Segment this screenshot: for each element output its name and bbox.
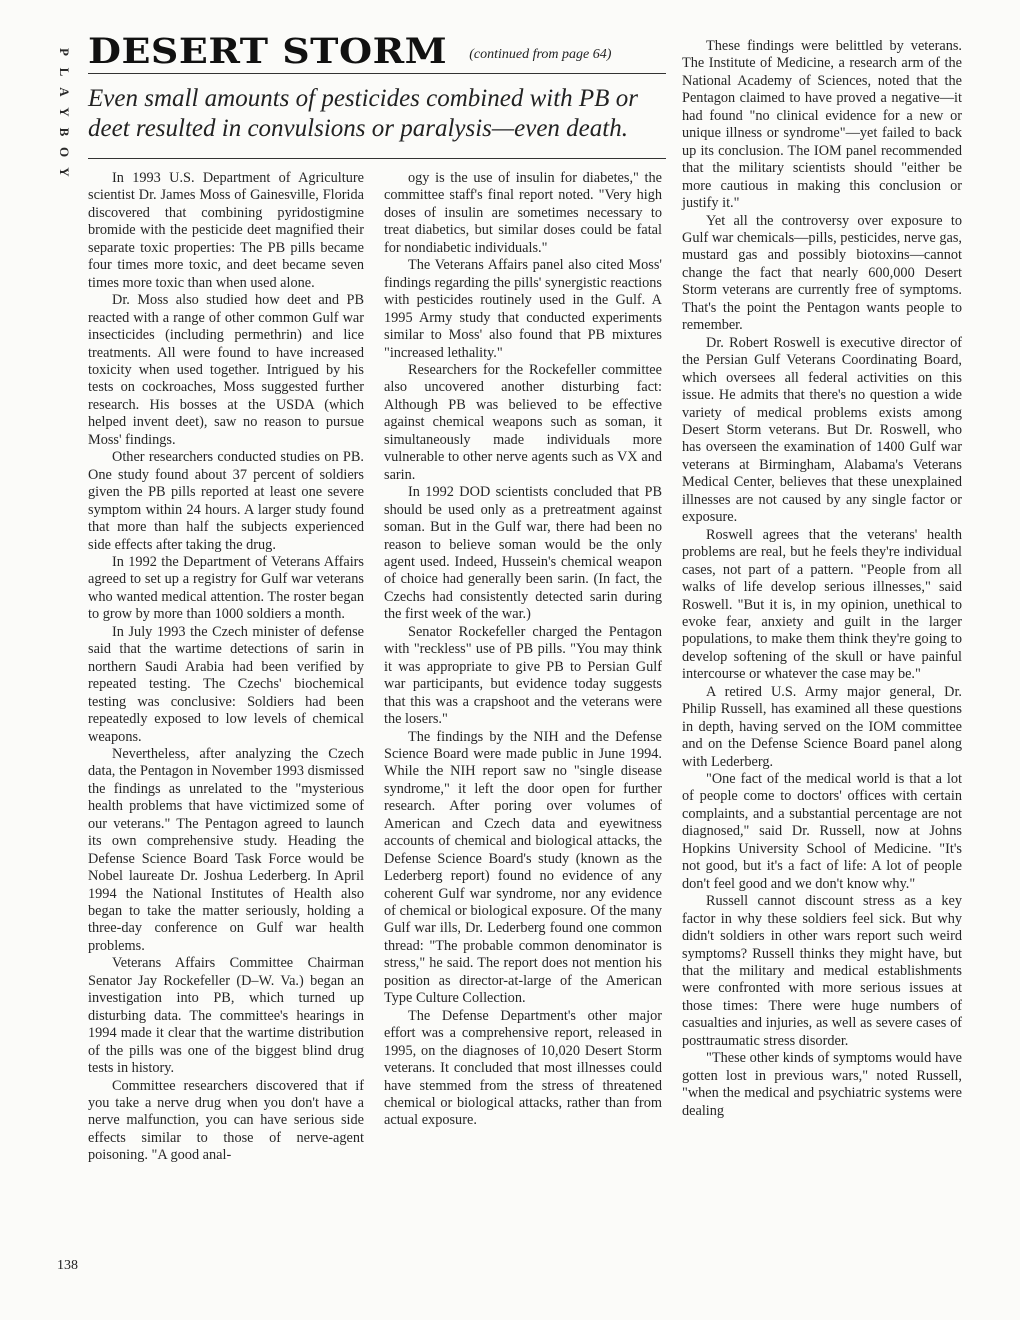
article-deck: Even small amounts of pesticides combined with PB or deet resulted in convulsions or paralysis—even death. xyxy=(88,85,638,142)
article-paragraph: Committee researchers discovered that if you take a nerve drug when you don't have a nerve malfunction, you can have serious side effects similar to those of nerve-agent poisoning. "A good anal- xyxy=(88,1077,364,1164)
running-head-letter: A xyxy=(57,87,72,97)
article-paragraph: Russell cannot discount stress as a key factor in why these soldiers feel sick. But why didn't soldiers in other wars report such weird symptoms? Russell thinks they might have, but that the military and medical establishments were confronted with more serious issues at those times: There were huge numbers of casualties and injuries, as well as severe cases of posttraumatic stress disorder. xyxy=(682,893,962,1049)
article-paragraph: In 1993 U.S. Department of Agriculture scientist Dr. James Moss of Gainesville, Florida discovered that combining pyridostigmine bromide with the pesticide deet magnified their separate toxic properties: The PB pills became four times more toxic, and deet became seven times more toxic than when used alone. xyxy=(88,170,364,291)
column-1 xyxy=(88,170,364,1165)
article-paragraph: In 1992 the Department of Veterans Affairs agreed to set up a registry for Gulf war veterans who wanted medical attention. The roster began to grow by more than 1000 soldiers a month. xyxy=(88,553,364,623)
headline xyxy=(88,30,668,75)
article-paragraph: Roswell agrees that the veterans' health problems are real, but he feels they're individual cases, not part of a pattern. "People from all walks of life develop serious illnesses," said Roswell. "But it is, in my opinion, unethical to evoke fear, anxiety and guilt in the larger populations, to make them think they're going to develop softening of the skull or have painful intercourse or whatever the case may be." xyxy=(682,526,962,683)
article-paragraph: These findings were belittled by veterans. The Institute of Medicine, a research arm of the National Academy of Sciences, noted that the Pentagon claimed to have proved a negative—it had found "no clinical evidence for a new or unique illness or syndrome"—yet failed to back up its conclusion. The IOM panel recommended that the military scientists should "either be more cautious in making this conclusion or justify it." xyxy=(682,38,962,212)
column-3 xyxy=(682,38,962,1120)
article-paragraph: Nevertheless, after analyzing the Czech data, the Pentagon in November 1993 dismissed the findings as unrelated to the "mysterious health problems that have victimized some of our veterans." The Pentagon agreed to launch its own comprehensive study. Heading the Defense Science Board Task Force would be Nobel laureate Dr. Joshua Lederberg. In April 1994 the National Institutes of Health also began to take the matter seriously, holding a three-day conference on Gulf war health problems. xyxy=(88,745,364,954)
running-head-letter: P xyxy=(57,48,72,56)
article-paragraph: "These other kinds of symptoms would have gotten lost in previous wars," noted Russell, "when the medical and psychiatric systems were dealing xyxy=(682,1050,962,1119)
article-paragraph: Dr. Robert Roswell is executive director of the Persian Gulf Veterans Coordinating Board, which oversees all federal activities on this issue. He admits that there's no question a wide variety of medical problems exists among Desert Storm veterans. But Dr. Roswell, who has overseen the examination of 1400 Gulf war veterans at Birmingham, Alabama's Veterans Medical Center, believes that these unexplained illnesses are not caused by any single factor or exposure. xyxy=(682,334,962,526)
running-head-letter: O xyxy=(57,146,72,158)
running-head xyxy=(52,42,70,182)
continued-note: (continued from page 64) xyxy=(469,47,612,62)
running-head-letter: Y xyxy=(57,167,72,177)
article-paragraph: In July 1993 the Czech minister of defense said that the wartime detections of sarin in northern Saudi Arabia had been verified by repeated testing. The Czechs' biochemical testing was conclusive: Soldiers had been repeatedly exposed to low levels of chemical weapons. xyxy=(88,623,364,745)
article-paragraph: The Defense Department's other major effort was a comprehensive report, released in 1995, on the diagnoses of 10,020 Desert Storm veterans. It concluded that most illnesses could have stemmed from the stress of threatened chemical or biological attacks, rather than from actual exposure. xyxy=(384,1007,662,1129)
article-paragraph: ogy is the use of insulin for diabetes," the committee staff's final report noted. "Very high doses of insulin are sometimes necessary to treat diabetics, but similar doses could be fatal for nondiabetic individuals." xyxy=(384,170,662,256)
article-title: DESERT STORM xyxy=(88,30,448,72)
article-paragraph: "One fact of the medical world is that a lot of people come to doctors' offices with certain complaints, and a substantial percentage are not diagnosed," said Dr. Russell, now at Johns Hopkins University School of Medicine. "It's not good, but it's a fact of life: A lot of people don't feel good and we don't know why." xyxy=(682,771,962,892)
article-paragraph: Other researchers conducted studies on PB. One study found about 37 percent of soldiers given the PB pills reported at least one severe symptom within 24 hours. A larger study found that more than half the subjects experienced side effects after taking the drug. xyxy=(88,449,364,553)
article-paragraph: Veterans Affairs Committee Chairman Senator Jay Rockefeller (D–W. Va.) began an investigation into PB, which turned up disturbing data. The committee's hearings in 1994 made it clear that the wartime distribution of the pills was one of the biggest blind drug tests in history. xyxy=(88,955,364,1077)
article-paragraph: The Veterans Affairs panel also cited Moss' findings regarding the pills' synergistic reactions with pesticides routinely used in the Gulf. A 1995 Army study that conducted experiments similar to Moss' also found that PB mixtures "increased lethality." xyxy=(384,257,662,361)
article-paragraph: Yet all the controversy over exposure to Gulf war chemicals—pills, pesticides, nerve gas, mustard gas and possibly biotoxins—cannot change the fact that nearly 600,000 Desert Storm veterans are currently free of symptoms. That's the point the Pentagon wants people to remember. xyxy=(682,212,962,334)
article-paragraph: In 1992 DOD scientists concluded that PB should be used only as a pretreatment against soman. But in the Gulf war, there had been no reason to believe soman would be the only agent used. Indeed, Hussein's chemical weapon of choice had generally been sarin. (In fact, the Czechs had consistently detected sarin during the first week of the war.) xyxy=(384,484,662,623)
article-paragraph: A retired U.S. Army major general, Dr. Philip Russell, has examined all these questions in depth, having served on the IOM committee and on the Defense Science Board panel along with Lederberg. xyxy=(682,683,962,770)
article-paragraph: Researchers for the Rockefeller committee also uncovered another disturbing fact: Although PB was believed to be effective against chemical weapons such as soman, it simultaneously made individuals more vulnerable to other nerve agents such as VX and sarin. xyxy=(384,361,662,483)
deck-rule xyxy=(88,158,666,159)
running-head-letter: Y xyxy=(57,107,72,117)
running-head-letter: L xyxy=(57,67,72,77)
page-number: 138 xyxy=(57,1258,78,1273)
article-paragraph: Dr. Moss also studied how deet and PB reacted with a range of other common Gulf war insecticides (including permethrin) and lice treatments. All were found to have increased toxicity when used together. Intrigued by his tests on cockroaches, Moss suggested further research. His bosses at the USDA (which helped invent deet), saw no reason to pursue Moss' findings. xyxy=(88,292,364,448)
title-rule xyxy=(88,73,666,74)
article-paragraph: Senator Rockefeller charged the Pentagon with "reckless" use of PB pills. "You may think it was appropriate to give PB to Persian Gulf war participants, but evidence today suggests that this was a crapshoot and the veterans were the losers." xyxy=(384,623,662,728)
column-2 xyxy=(384,170,662,1130)
running-head-letter: B xyxy=(57,127,72,137)
article-paragraph: The findings by the NIH and the Defense Science Board were made public in June 1994. While the NIH report saw no "single disease syndrome," it left the door open for further research. After poring over volumes of American and Czech data and eyewitness accounts of chemical and biological attacks, the Defense Science Board's study (known as the Lederberg report) found no evidence of any coherent Gulf war syndrome, nor any evidence of chemical or biological exposure. Of the many Gulf war ills, Dr. Lederberg found one common thread: "The probable common denominator is stress," he said. The report does not mention his position as director-at-large of the American Type Culture Collection. xyxy=(384,728,662,1007)
